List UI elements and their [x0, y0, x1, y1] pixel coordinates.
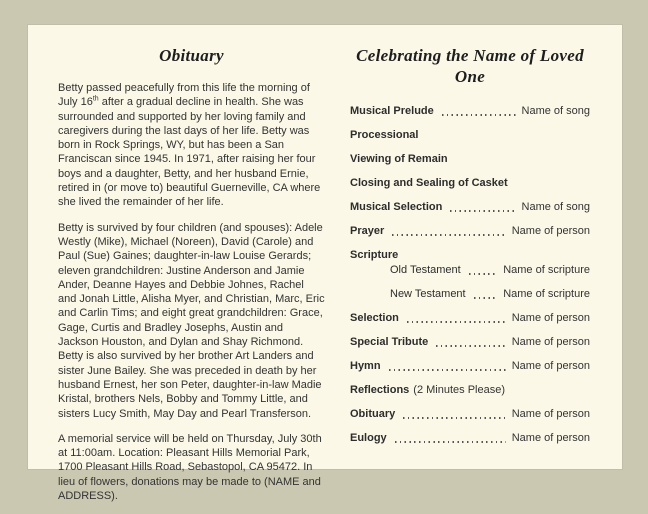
service-row [350, 105, 590, 118]
dotted-leader [469, 273, 497, 275]
dotted-leader [403, 417, 506, 419]
service-label: Processional [350, 129, 419, 141]
obituary-paragraph: A memorial service will be held on Thursday, July 30th at 11:00am. Location: Pleasant Hills Memorial Park, 1700 Pleasant Hills Road, Sebastopol, CA 95472. In lieu of flowers, donations may be made to (NAME and ADDRESS). [58, 432, 322, 503]
obituary-panel [58, 45, 325, 514]
service-label: Viewing of Remain [350, 153, 448, 165]
service-value: Name of song [521, 105, 590, 117]
dotted-leader [407, 321, 506, 323]
service-label: Scripture [350, 249, 399, 261]
service-value: Name of person [511, 432, 590, 444]
dotted-leader [389, 369, 506, 371]
service-order-title: Celebrating the Name of Loved One [356, 46, 584, 86]
service-value: Name of person [511, 408, 590, 420]
service-label: Reflections [350, 384, 410, 396]
service-value: Name of scripture [503, 288, 590, 300]
service-label: Special Tribute [350, 336, 429, 348]
program-page [28, 25, 622, 503]
service-row [350, 432, 590, 445]
service-label: Prayer [350, 225, 385, 237]
service-order-panel [350, 45, 590, 456]
service-value: Name of person [511, 312, 590, 324]
service-row [350, 201, 590, 214]
dotted-leader [474, 297, 498, 299]
service-value: Name of person [511, 225, 590, 237]
dotted-leader [392, 234, 505, 236]
service-label: Hymn [350, 360, 381, 372]
service-label: Closing and Sealing of Casket [350, 177, 508, 189]
obituary-paragraph: Betty is survived by four children (and spouses): Adele Westly (Mike), Michael (Noreen), David (Carole) and Paul (Sue) Gaines; daughter-in-law Louise Gerards; eleven grandchildren: Justine Anderson and Jamie Ander, Deanne Hayes and Debbie Johnes, Rachel and Jonah Little, Alisha Myer, and Christian, Marc, Eric and Carlin Tims; and eight great grandchildren: Grace, Gage, Curtis and Bradley Josephs, Austin and Jackson Houston, and Dylan and Shay Richmond. Betty is also survived by her brother Art Landers and sister June Bailey. She was preceded in death by her husband Ernest, her son Peter, daughter-in-law Madie Kristal, brothers Nels, Bobby and Tommy Little, and sisters Lucy Smith, May Day and Pearl Transferson. [58, 221, 325, 420]
service-row [350, 177, 590, 190]
service-row [350, 249, 590, 262]
service-suffix: (2 Minutes Please) [413, 384, 506, 396]
obituary-paragraphs [58, 81, 325, 503]
service-value: Name of song [521, 201, 590, 213]
service-label: Selection [350, 312, 399, 324]
service-label: Musical Prelude [350, 105, 434, 117]
service-row [350, 225, 590, 238]
service-row [390, 264, 590, 277]
obituary-title: Obituary [159, 46, 224, 65]
dotted-leader [395, 441, 506, 443]
dotted-leader [436, 345, 505, 347]
service-label: New Testament [390, 288, 466, 300]
service-row [350, 360, 590, 373]
service-row [350, 408, 590, 421]
service-row [350, 153, 590, 166]
dotted-leader [442, 114, 516, 116]
service-label: Eulogy [350, 432, 387, 444]
service-row [350, 312, 590, 325]
service-label: Old Testament [390, 264, 461, 276]
service-row [350, 129, 590, 142]
dotted-leader [450, 210, 515, 212]
service-value: Name of scripture [503, 264, 590, 276]
service-value: Name of person [511, 360, 590, 372]
service-row [350, 336, 590, 349]
service-row [390, 288, 590, 301]
service-label: Obituary [350, 408, 396, 420]
service-value: Name of person [511, 336, 590, 348]
service-row [350, 384, 590, 397]
obituary-paragraph: Betty passed peacefully from this life the morning of July 16th after a gradual decline in health. She was surrounded and supported by her loving family and caregivers during the last days of her life. Betty was born in Rock Springs, WY, but has been a San Franciscan since 1945. In 1971, after raising her four boys and a daughter, Betty, and her husband Ernie, retired in (or move to) beautiful Guerneville, CA where she lived the remainder of her life. [58, 82, 321, 209]
service-list [350, 105, 590, 445]
service-label: Musical Selection [350, 201, 443, 213]
